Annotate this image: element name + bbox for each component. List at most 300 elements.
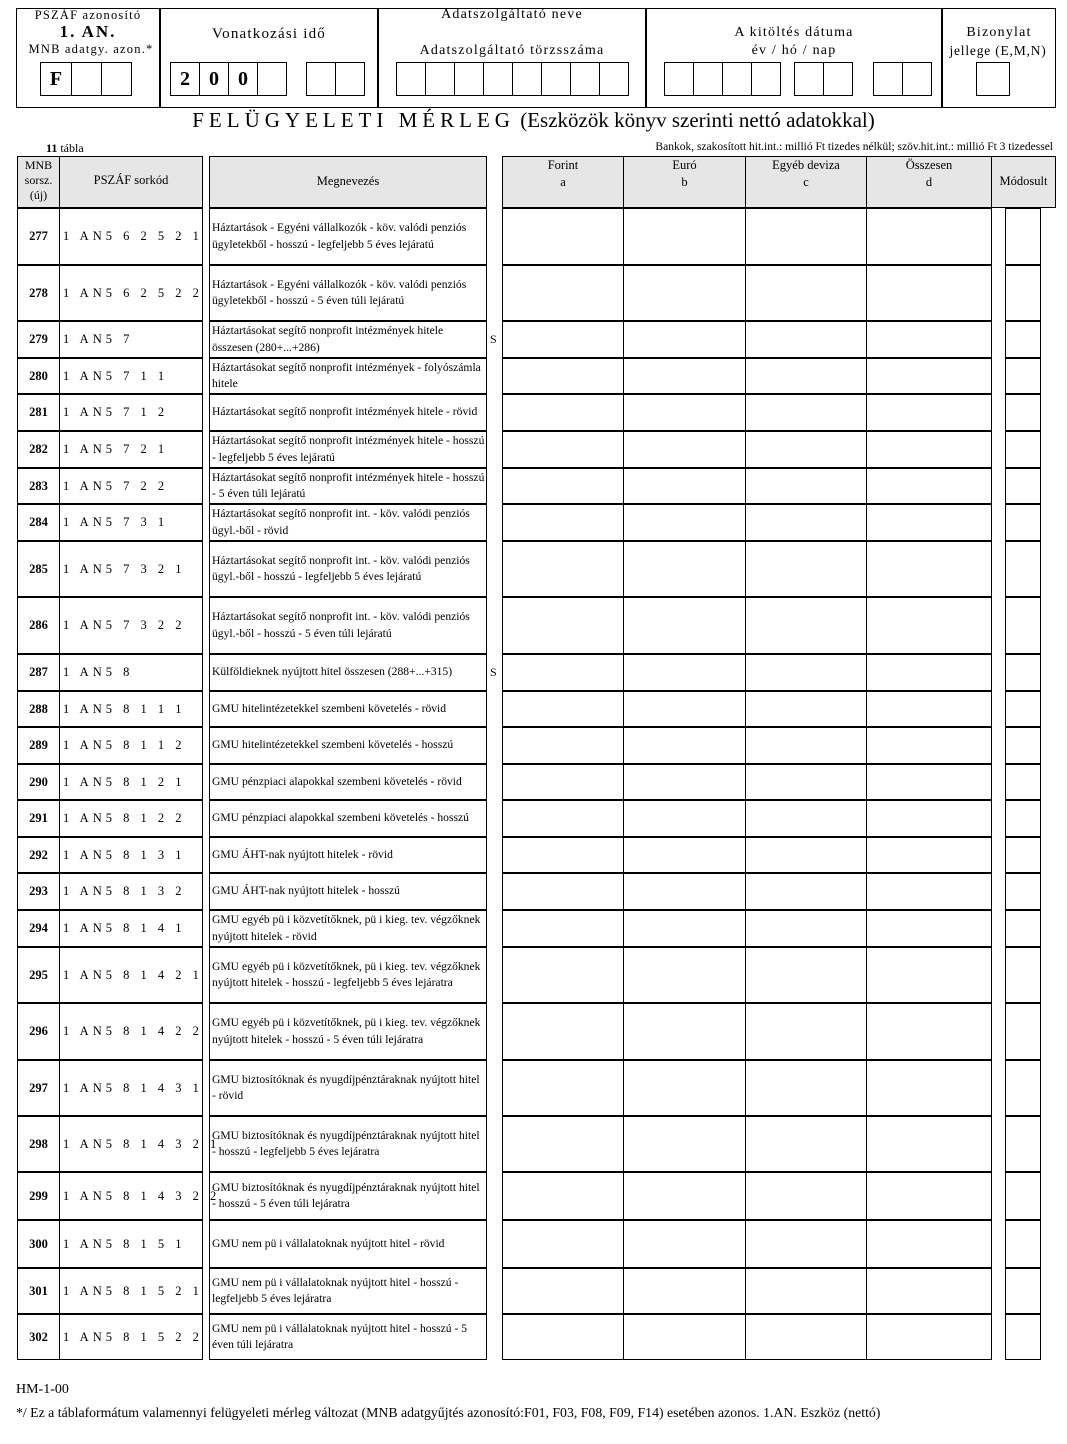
- row-name: Háztartások - Egyéni vállalkozók - köv. valódi penziós ügyletekből - hosszú - legfeljebb 5 éves lejáratú: [209, 208, 487, 265]
- row-euro-cell[interactable]: [623, 468, 746, 504]
- row-pszaf-code: 1 AN5 6 2 5 2 2: [59, 265, 203, 321]
- row-modified-cell[interactable]: [1005, 265, 1041, 321]
- row-number: 291: [17, 800, 60, 837]
- row-total-cell[interactable]: [866, 727, 992, 764]
- row-other-cell[interactable]: [745, 431, 867, 468]
- row-name: GMU nem pü i vállalatoknak nyújtott hitel - rövid: [209, 1220, 487, 1268]
- row-modified-cell[interactable]: [1005, 727, 1041, 764]
- table-number-value: 11: [46, 141, 58, 155]
- row-name: GMU biztosítóknak és nyugdíjpénztáraknak nyújtott hitel - hosszú - 5 éven túli lejáratra: [209, 1172, 487, 1220]
- row-name: GMU ÁHT-nak nyújtott hitelek - rövid: [209, 837, 487, 873]
- row-total-cell[interactable]: [866, 947, 992, 1003]
- provider-reg-cell-2[interactable]: [425, 62, 455, 96]
- row-other-cell[interactable]: [745, 910, 867, 947]
- row-pszaf-code: 1 AN5 8 1 3 1: [59, 837, 203, 873]
- row-modified-cell[interactable]: [1005, 947, 1041, 1003]
- fill-date-cell-7[interactable]: [873, 62, 903, 96]
- row-modified-cell[interactable]: [1005, 394, 1041, 431]
- row-euro-cell[interactable]: [623, 431, 746, 468]
- row-other-cell[interactable]: [745, 541, 867, 597]
- row-total-cell[interactable]: [866, 654, 992, 691]
- row-modified-cell[interactable]: [1005, 431, 1041, 468]
- row-euro-cell[interactable]: [623, 504, 746, 541]
- row-forint-cell[interactable]: [502, 265, 624, 321]
- col-other-letter: c: [803, 175, 809, 189]
- row-number: 293: [17, 873, 60, 910]
- table-row: [0, 1314, 1067, 1360]
- row-forint-cell[interactable]: [502, 727, 624, 764]
- provider-reg-cell-1[interactable]: [396, 62, 426, 96]
- row-other-cell[interactable]: [745, 1116, 867, 1172]
- row-euro-cell[interactable]: [623, 1220, 746, 1268]
- table-row: [0, 358, 1067, 394]
- row-euro-cell[interactable]: [623, 208, 746, 265]
- row-euro-cell[interactable]: [623, 727, 746, 764]
- row-total-cell[interactable]: [866, 1268, 992, 1314]
- row-total-cell[interactable]: [866, 431, 992, 468]
- row-modified-cell[interactable]: [1005, 1172, 1041, 1220]
- row-name: GMU nem pü i vállalatoknak nyújtott hitel - hosszú - 5 éven túli lejáratra: [209, 1314, 487, 1360]
- col-other-header: [745, 156, 867, 208]
- fill-date-cell-1[interactable]: [664, 62, 694, 96]
- row-other-cell[interactable]: [745, 1268, 867, 1314]
- row-pszaf-code: 1 AN5 8 1 5 2 1: [59, 1268, 203, 1314]
- table-row: [0, 654, 1067, 691]
- row-total-cell[interactable]: [866, 468, 992, 504]
- row-forint-cell[interactable]: [502, 1268, 624, 1314]
- table-row: [0, 727, 1067, 764]
- row-euro-cell[interactable]: [623, 1268, 746, 1314]
- row-forint-cell[interactable]: [502, 394, 624, 431]
- row-euro-cell[interactable]: [623, 691, 746, 727]
- row-pszaf-code: 1 AN5 8: [59, 654, 203, 691]
- row-number: 301: [17, 1268, 60, 1314]
- period-cell-6[interactable]: [335, 62, 365, 96]
- row-pszaf-code: 1 AN5 8 1 4 1: [59, 910, 203, 947]
- row-number: 298: [17, 1116, 60, 1172]
- row-name: Háztartásokat segítő nonprofit int. - köv. valódi penziós ügyl.-ből - hosszú - legfeljebb 5 éves lejáratú: [209, 541, 487, 597]
- table-row: [0, 1116, 1067, 1172]
- col-total-letter: d: [925, 175, 933, 189]
- row-euro-cell[interactable]: [623, 597, 746, 654]
- row-total-cell[interactable]: [866, 1314, 992, 1360]
- row-forint-cell[interactable]: [502, 468, 624, 504]
- doc-type-label: Bizonylat: [966, 25, 1032, 40]
- row-forint-cell[interactable]: [502, 1060, 624, 1116]
- row-modified-cell[interactable]: [1005, 468, 1041, 504]
- row-euro-cell[interactable]: [623, 800, 746, 837]
- mnb-id-cell-3[interactable]: [101, 62, 132, 96]
- col-mnb-line-3: (új): [29, 188, 48, 202]
- table-row: [0, 208, 1067, 265]
- row-total-cell[interactable]: [866, 1172, 992, 1220]
- row-total-cell[interactable]: [866, 265, 992, 321]
- row-forint-cell[interactable]: [502, 504, 624, 541]
- row-forint-cell[interactable]: [502, 1172, 624, 1220]
- row-pszaf-code: 1 AN5 7 2 1: [59, 431, 203, 468]
- row-pszaf-code: 1 AN5 8 1 4 2 1: [59, 947, 203, 1003]
- row-pszaf-code: 1 AN5 7 3 2 2: [59, 597, 203, 654]
- row-forint-cell[interactable]: [502, 358, 624, 394]
- row-modified-cell[interactable]: [1005, 837, 1041, 873]
- row-forint-cell[interactable]: [502, 837, 624, 873]
- row-euro-cell[interactable]: [623, 764, 746, 800]
- row-forint-cell[interactable]: [502, 597, 624, 654]
- period-digit-2: 0: [209, 68, 219, 90]
- row-pszaf-code: 1 AN5 7 1 1: [59, 358, 203, 394]
- row-pszaf-code: 1 AN5 8 1 4 3 2 2: [59, 1172, 203, 1220]
- row-euro-cell[interactable]: [623, 654, 746, 691]
- row-number: 297: [17, 1060, 60, 1116]
- row-number: 300: [17, 1220, 60, 1268]
- row-modified-cell[interactable]: [1005, 1220, 1041, 1268]
- row-modified-cell[interactable]: [1005, 764, 1041, 800]
- row-modified-cell[interactable]: [1005, 1116, 1041, 1172]
- table-row: [0, 1172, 1067, 1220]
- row-other-cell[interactable]: [745, 947, 867, 1003]
- table-row: [0, 431, 1067, 468]
- row-euro-cell[interactable]: [623, 873, 746, 910]
- row-euro-cell[interactable]: [623, 358, 746, 394]
- row-total-cell[interactable]: [866, 1003, 992, 1060]
- row-other-cell[interactable]: [745, 597, 867, 654]
- table-row: [0, 265, 1067, 321]
- row-forint-cell[interactable]: [502, 691, 624, 727]
- period-cell-4[interactable]: [257, 62, 287, 96]
- row-forint-cell[interactable]: [502, 947, 624, 1003]
- row-euro-cell[interactable]: [623, 947, 746, 1003]
- row-modified-cell[interactable]: [1005, 1314, 1041, 1360]
- row-number: 280: [17, 358, 60, 394]
- row-number: 285: [17, 541, 60, 597]
- row-pszaf-code: 1 AN5 7 3 2 1: [59, 541, 203, 597]
- row-other-cell[interactable]: [745, 265, 867, 321]
- footer-note: */ Ez a táblaformátum valamennyi felügyeleti mérleg változat (MNB adatgyűjtés azonosító:F01, F03, F08, F09, F14) esetében azonos. 1.AN. Eszköz (nettó): [16, 1405, 881, 1420]
- row-name: GMU nem pü i vállalatoknak nyújtott hitel - hosszú - legfeljebb 5 éves lejáratra: [209, 1268, 487, 1314]
- row-name: GMU pénzpiaci alapokkal szembeni követelés - hosszú: [209, 800, 487, 837]
- row-forint-cell[interactable]: [502, 431, 624, 468]
- row-modified-cell[interactable]: [1005, 1268, 1041, 1314]
- row-number: 292: [17, 837, 60, 873]
- provider-reg-label: Adatszolgáltató törzsszáma: [419, 43, 605, 58]
- row-number: 278: [17, 265, 60, 321]
- row-number: 289: [17, 727, 60, 764]
- row-total-cell[interactable]: [866, 394, 992, 431]
- period-label: Vonatkozási idő: [212, 26, 326, 42]
- row-modified-cell[interactable]: [1005, 800, 1041, 837]
- row-name: GMU pénzpiaci alapokkal szembeni követelés - rövid: [209, 764, 487, 800]
- table-row: [0, 910, 1067, 947]
- row-number: 277: [17, 208, 60, 265]
- row-pszaf-code: 1 AN5 8 1 2 1: [59, 764, 203, 800]
- row-total-cell[interactable]: [866, 597, 992, 654]
- row-euro-cell[interactable]: [623, 1060, 746, 1116]
- table-row: [0, 1220, 1067, 1268]
- col-modified-label: Módosult: [999, 174, 1048, 188]
- row-number: 290: [17, 764, 60, 800]
- provider-reg-cell-8[interactable]: [599, 62, 629, 96]
- row-other-cell[interactable]: [745, 727, 867, 764]
- row-total-cell[interactable]: [866, 873, 992, 910]
- row-total-cell[interactable]: [866, 321, 992, 358]
- row-total-cell[interactable]: [866, 800, 992, 837]
- row-number: 279: [17, 321, 60, 358]
- row-name: Háztartásokat segítő nonprofit intézmények hitele összesen (280+...+286): [209, 321, 487, 358]
- row-other-cell[interactable]: [745, 394, 867, 431]
- row-forint-cell[interactable]: [502, 321, 624, 358]
- row-forint-cell[interactable]: [502, 1116, 624, 1172]
- row-forint-cell[interactable]: [502, 1003, 624, 1060]
- col-euro-header: [623, 156, 746, 208]
- form-code: 1. AN.: [59, 22, 117, 41]
- mnb-id-value: F: [49, 68, 63, 90]
- row-modified-cell[interactable]: [1005, 208, 1041, 265]
- row-euro-cell[interactable]: [623, 541, 746, 597]
- row-other-cell[interactable]: [745, 1060, 867, 1116]
- row-name: Háztartások - Egyéni vállalkozók - köv. valódi penziós ügyletekből - hosszú - 5 éven túli lejáratú: [209, 265, 487, 321]
- form-id: HM-1-00: [16, 1382, 69, 1397]
- row-other-cell[interactable]: [745, 873, 867, 910]
- table-row: [0, 394, 1067, 431]
- table-number: [46, 141, 84, 156]
- row-number: 302: [17, 1314, 60, 1360]
- doc-type-label-2: jellege (E,M,N): [949, 43, 1047, 58]
- row-name: GMU egyéb pü i közvetítőknek, pü i kieg. tev. végzőknek nyújtott hitelek - rövid: [209, 910, 487, 947]
- row-forint-cell[interactable]: [502, 873, 624, 910]
- mnb-id-cell-2[interactable]: [71, 62, 102, 96]
- period-digit-1: 2: [180, 68, 190, 90]
- title-sub: (Eszközök könyv szerinti nettó adatokkal): [520, 108, 875, 132]
- col-euro-letter: b: [681, 175, 688, 189]
- row-modified-cell[interactable]: [1005, 504, 1041, 541]
- row-forint-cell[interactable]: [502, 1220, 624, 1268]
- units-note: Bankok, szakosított hit.int.: millió Ft tizedes nélkül; szöv.hit.int.: millió Ft 3 tizedessel: [655, 141, 1053, 153]
- fill-date-cell-2[interactable]: [693, 62, 723, 96]
- row-forint-cell[interactable]: [502, 910, 624, 947]
- row-forint-cell[interactable]: [502, 541, 624, 597]
- fill-date-cell-8[interactable]: [902, 62, 932, 96]
- period-digit-3: 0: [238, 68, 248, 90]
- table-word: tábla: [60, 141, 84, 155]
- col-other-label: Egyéb deviza: [772, 158, 840, 172]
- col-pszaf-label: PSZÁF sorkód: [93, 173, 169, 187]
- row-other-cell[interactable]: [745, 504, 867, 541]
- row-name: Háztartásokat segítő nonprofit int. - köv. valódi penziós ügyl.-ből - hosszú - 5 éven túli lejáratú: [209, 597, 487, 654]
- row-euro-cell[interactable]: [623, 1172, 746, 1220]
- row-total-cell[interactable]: [866, 208, 992, 265]
- mnb-label: MNB adatgy. azon.*: [28, 42, 154, 56]
- col-mnb-header: [17, 156, 60, 208]
- provider-reg-cell-5[interactable]: [512, 62, 542, 96]
- fill-date-cell-5[interactable]: [794, 62, 824, 96]
- row-pszaf-code: 1 AN5 8 1 1 1: [59, 691, 203, 727]
- row-pszaf-code: 1 AN5 8 1 3 2: [59, 873, 203, 910]
- row-name: GMU egyéb pü i közvetítőknek, pü i kieg. tev. végzőknek nyújtott hitelek - hosszú - legfeljebb 5 éves lejáratra: [209, 947, 487, 1003]
- row-forint-cell[interactable]: [502, 654, 624, 691]
- row-modified-cell[interactable]: [1005, 597, 1041, 654]
- row-pszaf-code: 1 AN5 8 1 5 1: [59, 1220, 203, 1268]
- row-name: Háztartásokat segítő nonprofit intézmények hitele - rövid: [209, 394, 487, 431]
- row-name: GMU biztosítóknak és nyugdíjpénztáraknak nyújtott hitel - rövid: [209, 1060, 487, 1116]
- row-modified-cell[interactable]: [1005, 873, 1041, 910]
- row-other-cell[interactable]: [745, 1314, 867, 1360]
- table-row: [0, 1268, 1067, 1314]
- provider-reg-cell-6[interactable]: [541, 62, 571, 96]
- row-sum-flag: S: [490, 332, 497, 346]
- table-row: [0, 800, 1067, 837]
- row-total-cell[interactable]: [866, 691, 992, 727]
- row-other-cell[interactable]: [745, 800, 867, 837]
- row-modified-cell[interactable]: [1005, 358, 1041, 394]
- col-pszaf-header: [59, 156, 203, 208]
- table-row: [0, 1003, 1067, 1060]
- row-number: 286: [17, 597, 60, 654]
- row-name: GMU biztosítóknak és nyugdíjpénztáraknak nyújtott hitel - hosszú - legfeljebb 5 éves lejáratra: [209, 1116, 487, 1172]
- row-number: 282: [17, 431, 60, 468]
- table-row: [0, 1060, 1067, 1116]
- col-name-label: Megnevezés: [316, 174, 380, 188]
- row-other-cell[interactable]: [745, 1003, 867, 1060]
- row-total-cell[interactable]: [866, 764, 992, 800]
- col-euro-label: Euró: [672, 158, 697, 172]
- row-pszaf-code: 1 AN5 8 1 2 2: [59, 800, 203, 837]
- row-number: 284: [17, 504, 60, 541]
- row-number: 294: [17, 910, 60, 947]
- fill-date-cell-3[interactable]: [722, 62, 752, 96]
- row-euro-cell[interactable]: [623, 394, 746, 431]
- row-pszaf-code: 1 AN5 7 3 1: [59, 504, 203, 541]
- row-number: 283: [17, 468, 60, 504]
- row-name: GMU hitelintézetekkel szembeni követelés - hosszú: [209, 727, 487, 764]
- fill-date-label: A kitöltés dátuma: [734, 25, 854, 40]
- row-total-cell[interactable]: [866, 1060, 992, 1116]
- col-forint-letter: a: [560, 175, 566, 189]
- row-euro-cell[interactable]: [623, 1314, 746, 1360]
- row-sum-flag: S: [490, 665, 497, 679]
- row-pszaf-code: 1 AN5 8 1 5 2 2: [59, 1314, 203, 1360]
- row-other-cell[interactable]: [745, 321, 867, 358]
- doc-type-cell[interactable]: [976, 62, 1010, 96]
- row-modified-cell[interactable]: [1005, 1060, 1041, 1116]
- row-euro-cell[interactable]: [623, 265, 746, 321]
- row-modified-cell[interactable]: [1005, 654, 1041, 691]
- provider-name-label: Adatszolgáltató neve: [441, 7, 583, 22]
- table-row: [0, 873, 1067, 910]
- col-total-label: Összesen: [905, 158, 953, 172]
- row-modified-cell[interactable]: [1005, 910, 1041, 947]
- row-other-cell[interactable]: [745, 1220, 867, 1268]
- row-pszaf-code: 1 AN5 7 1 2: [59, 394, 203, 431]
- row-modified-cell[interactable]: [1005, 691, 1041, 727]
- table-row: [0, 837, 1067, 873]
- row-modified-cell[interactable]: [1005, 321, 1041, 358]
- row-other-cell[interactable]: [745, 764, 867, 800]
- table-row: [0, 691, 1067, 727]
- col-mnb-line-1: MNB: [24, 158, 53, 172]
- row-forint-cell[interactable]: [502, 764, 624, 800]
- row-name: Háztartásokat segítő nonprofit intézmények hitele - hosszú - 5 éven túli lejáratú: [209, 468, 487, 504]
- row-name: Külföldieknek nyújtott hitel összesen (288+...+315): [209, 654, 487, 691]
- row-euro-cell[interactable]: [623, 1116, 746, 1172]
- row-euro-cell[interactable]: [623, 837, 746, 873]
- row-forint-cell[interactable]: [502, 800, 624, 837]
- col-modified-header: [991, 156, 1056, 208]
- row-forint-cell[interactable]: [502, 1314, 624, 1360]
- row-total-cell[interactable]: [866, 358, 992, 394]
- row-number: 281: [17, 394, 60, 431]
- provider-reg-cell-4[interactable]: [483, 62, 513, 96]
- row-total-cell[interactable]: [866, 910, 992, 947]
- row-number: 288: [17, 691, 60, 727]
- row-euro-cell[interactable]: [623, 910, 746, 947]
- row-euro-cell[interactable]: [623, 321, 746, 358]
- row-name: GMU ÁHT-nak nyújtott hitelek - hosszú: [209, 873, 487, 910]
- table-row: [0, 764, 1067, 800]
- col-name-header: [209, 156, 487, 208]
- table-row: [0, 947, 1067, 1003]
- col-total-header: [866, 156, 992, 208]
- table-row: [0, 541, 1067, 597]
- table-row: [0, 321, 1067, 358]
- row-number: 296: [17, 1003, 60, 1060]
- row-name: Háztartásokat segítő nonprofit int. - köv. valódi penziós ügyl.-ből - rövid: [209, 504, 487, 541]
- table-row: [0, 597, 1067, 654]
- row-other-cell[interactable]: [745, 691, 867, 727]
- col-forint-label: Forint: [547, 158, 579, 172]
- row-total-cell[interactable]: [866, 1220, 992, 1268]
- row-number: 299: [17, 1172, 60, 1220]
- row-number: 287: [17, 654, 60, 691]
- row-modified-cell[interactable]: [1005, 1003, 1041, 1060]
- row-total-cell[interactable]: [866, 541, 992, 597]
- row-pszaf-code: 1 AN5 8 1 4 3 2 1: [59, 1116, 203, 1172]
- table-row: [0, 504, 1067, 541]
- row-pszaf-code: 1 AN5 8 1 4 3 1: [59, 1060, 203, 1116]
- row-pszaf-code: 1 AN5 7: [59, 321, 203, 358]
- row-other-cell[interactable]: [745, 1172, 867, 1220]
- row-total-cell[interactable]: [866, 837, 992, 873]
- row-pszaf-code: 1 AN5 8 1 1 2: [59, 727, 203, 764]
- provider-reg-cell-7[interactable]: [570, 62, 600, 96]
- fill-date-cell-6[interactable]: [823, 62, 853, 96]
- pszaf-label: PSZÁF azonosító: [34, 8, 142, 22]
- page-title: [0, 108, 1067, 133]
- row-euro-cell[interactable]: [623, 1003, 746, 1060]
- row-forint-cell[interactable]: [502, 208, 624, 265]
- col-forint-header: [502, 156, 624, 208]
- row-name: Háztartásokat segítő nonprofit intézmények - folyószámla hitele: [209, 358, 487, 394]
- row-modified-cell[interactable]: [1005, 541, 1041, 597]
- fill-date-cell-4[interactable]: [751, 62, 781, 96]
- row-number: 295: [17, 947, 60, 1003]
- row-pszaf-code: 1 AN5 6 2 5 2 1: [59, 208, 203, 265]
- period-cell-5[interactable]: [306, 62, 336, 96]
- row-pszaf-code: 1 AN5 8 1 4 2 2: [59, 1003, 203, 1060]
- provider-reg-cell-3[interactable]: [454, 62, 484, 96]
- row-pszaf-code: 1 AN5 7 2 2: [59, 468, 203, 504]
- row-other-cell[interactable]: [745, 654, 867, 691]
- table-row: [0, 468, 1067, 504]
- fill-date-format: év / hó / nap: [751, 43, 837, 58]
- row-other-cell[interactable]: [745, 208, 867, 265]
- title-main: FELÜGYELETI MÉRLEG: [192, 108, 515, 132]
- row-other-cell[interactable]: [745, 358, 867, 394]
- row-name: GMU hitelintézetekkel szembeni követelés - rövid: [209, 691, 487, 727]
- row-other-cell[interactable]: [745, 468, 867, 504]
- row-total-cell[interactable]: [866, 504, 992, 541]
- row-other-cell[interactable]: [745, 837, 867, 873]
- row-total-cell[interactable]: [866, 1116, 992, 1172]
